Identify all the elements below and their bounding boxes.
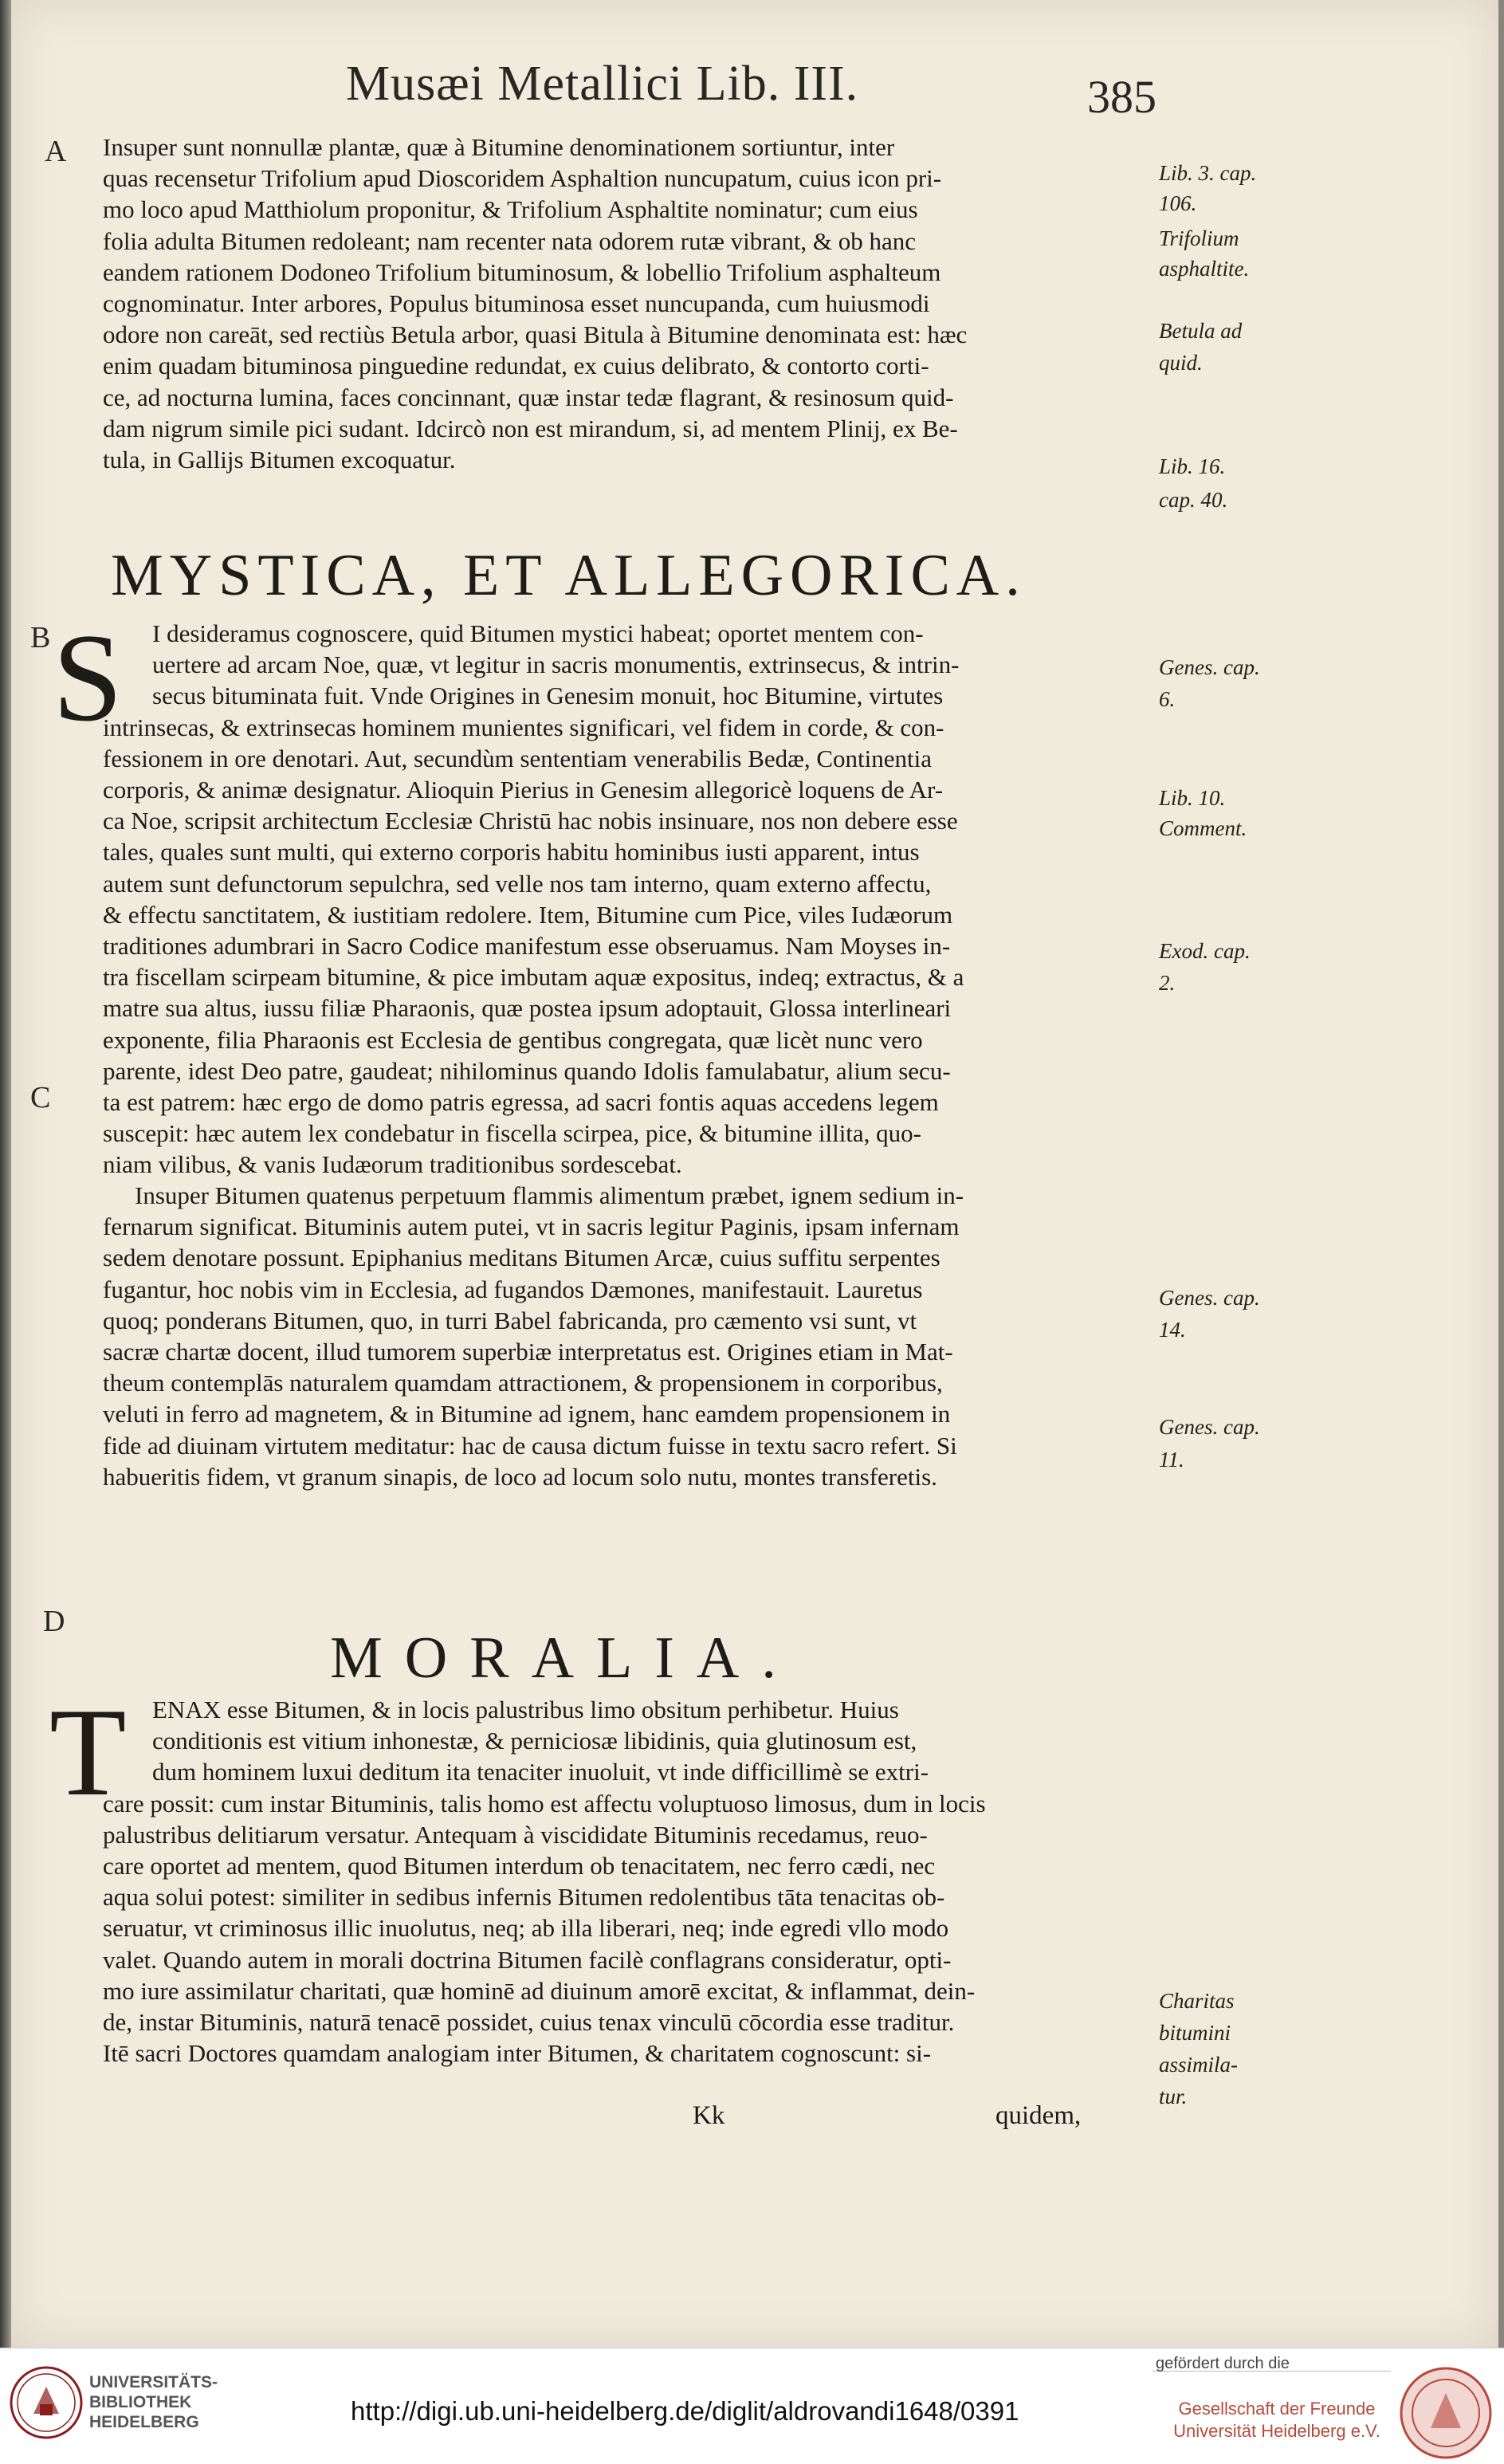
text-line: dam nigrum simile pici sudant. Idcircò non est mirandum, si, ad mentem Plinij, ex Be- [103, 414, 958, 442]
margin-note: Charitas [1159, 1989, 1235, 2013]
text-line: Insuper Bitumen quatenus perpetuum flammis alimentum præbet, ignem sedium in- [135, 1181, 964, 1209]
book-page [11, 0, 1498, 2348]
section-letter-d: D [43, 1605, 65, 1638]
university-name [89, 2372, 218, 2432]
text-line: secus bituminata fuit. Vnde Origines in Genesim monuit, hoc Bitumine, virtutes [152, 682, 944, 710]
margin-note: Trifolium [1159, 226, 1239, 250]
heading-moralia: MORALIA. [330, 1625, 799, 1691]
margin-note: 14. [1159, 1318, 1186, 1342]
text-line: sedem denotare possunt. Epiphanius meditans Bitumen Arcæ, cuius suffitu serpentes [103, 1244, 940, 1272]
margin-note: 11. [1159, 1448, 1184, 1472]
margin-note: tur. [1159, 2085, 1188, 2108]
university-seal-icon [10, 2366, 83, 2439]
drop-cap-s: S [53, 608, 123, 748]
text-line: I desideramus cognoscere, quid Bitumen mystici habeat; oportet mentem con- [152, 619, 924, 647]
heading-mystica: MYSTICA, ET ALLEGORICA. [111, 543, 1027, 608]
text-line: autem sunt defunctorum sepulchra, sed velle nos tam interno, quam externo affectu, [103, 869, 932, 898]
paragraph-moralia [103, 1694, 1139, 2069]
paragraph-insuper [103, 1180, 1139, 1492]
text-line: fernarum significat. Bituminis autem putei, vt in sacris legitur Paginis, ipsam infernam [103, 1212, 960, 1241]
text-line: care possit: cum instar Bituminis, talis homo est affectu voluptuoso limosus, dum in locis [103, 1789, 986, 1818]
text-line: aqua solui potest: similiter in sedibus infernis Bitumen redolentibus tāta tenacitas ob- [103, 1883, 945, 1912]
text-line: corporis, & animæ designatur. Alioquin Pierius in Genesim allegoricè loquens de Ar- [103, 776, 944, 804]
text-line: Insuper sunt nonnullæ plantæ, quæ à Bitumine denominationem sortiuntur, inter [103, 133, 895, 161]
page-header [346, 56, 1175, 123]
text-line: theum contemplās naturalem quamdam attractionem, & propensionem in corporibus, [103, 1369, 943, 1397]
drop-cap-t: T [49, 1683, 127, 1822]
text-line: fessionem in ore denotari. Aut, secundùm sententiam venerabilis Bedæ, Continentia [103, 744, 932, 772]
margin-note: 106. [1159, 191, 1197, 215]
text-line: mo loco apud Matthiolum proponitur, & Trifolium Asphaltite nominatur; cum eius [103, 195, 918, 224]
margin-note: assimila- [1159, 2053, 1239, 2077]
text-line: exponente, filia Pharaonis est Ecclesia de gentibus congregata, quæ licèt nunc vero [103, 1025, 923, 1054]
text-line: palustribus delitiarum versatur. Antequam à viscididate Bituminis recedamus, reuo- [103, 1820, 928, 1849]
text-line: ce, ad nocturna lumina, faces concinnant, quæ instar tedæ flagrant, & resinosum quid- [103, 383, 954, 411]
university-name-line: UNIVERSITÄTS- [89, 2373, 218, 2391]
text-line: cognominatur. Inter arbores, Populus bituminosa esset nuncupanda, cum huiusmodi [103, 289, 930, 318]
margin-note: Comment. [1159, 816, 1247, 840]
text-line: sacræ chartæ docent, illud tumorem superbiæ interpretatus est. Origines etiam in Mat- [103, 1338, 953, 1366]
margin-note: cap. 40. [1159, 488, 1228, 512]
text-line: tales, quales sunt multi, qui externo corporis habitu hominibus iusti apparent, intus [103, 838, 920, 867]
section-letter-c: C [30, 1081, 51, 1114]
university-name-line: BIBLIOTHEK [89, 2393, 192, 2411]
text-line: habueritis fidem, vt granum sinapis, de loco ad locum solo nutu, montes transferetis. [103, 1462, 937, 1491]
text-line: ta est patrem: hæc ergo de domo patris egressa, ad sacri fontis aquas accedens legem [103, 1088, 939, 1117]
text-line: veluti in ferro ad magnetem, & in Bitumine ad ignem, hanc eamdem propensionem in [103, 1400, 951, 1428]
margin-note: quid. [1159, 351, 1203, 375]
text-line: folia adulta Bitumen redoleant; nam recenter nata odorem rutæ vibrant, & ob hanc [103, 226, 917, 255]
text-line: seruatur, vt criminosus illic inuolutus, neq; ab illa liberari, neq; inde egredi vllo modo [103, 1914, 949, 1943]
text-line: fugantur, hoc nobis vim in Ecclesia, ad fugandos Dæmones, manifestauit. Lauretus [103, 1275, 923, 1303]
text-line: dum hominem luxui deditum ita tenaciter inuoluit, vt inde difficillimè se extri- [152, 1758, 929, 1786]
margin-note: Lib. 3. cap. [1159, 161, 1257, 185]
margin-note: Exod. cap. [1159, 939, 1251, 963]
margin-note: Genes. cap. [1159, 1415, 1260, 1439]
section-letter-b: B [30, 621, 51, 654]
page-edge-shadow [0, 0, 11, 2348]
sponsor-label: gefördert durch die [1156, 2355, 1290, 2372]
text-line: uertere ad arcam Noe, quæ, vt legitur in sacris monumentis, extrinsecus, & intrin- [152, 650, 960, 679]
running-title: Musæi Metallici Lib. III. [346, 57, 859, 111]
margin-note: Betula ad [1159, 319, 1243, 343]
margin-note: Lib. 10. [1159, 786, 1226, 810]
catchwords-line [99, 2101, 1159, 2141]
text-line: enim quadam bituminosa pinguedine redundat, ex cuius delibrato, & contorto corti- [103, 352, 929, 380]
text-line: traditiones adumbrari in Sacro Codice manifestum esse obseruamus. Nam Moyses in- [103, 932, 951, 961]
text-line: eandem rationem Dodoneo Trifolium bituminosum, & lobellio Trifolium asphalteum [103, 257, 941, 286]
page-number: 385 [1087, 71, 1156, 123]
text-line: odore non careāt, sed rectiùs Betula arbor, quasi Bitula à Bitumine denominata est: hæc [103, 320, 968, 349]
text-line: quoq; ponderans Bitumen, quo, in turri Babel fabricanda, pro cæmento vsi sunt, vt [103, 1306, 917, 1334]
text-line: ca Noe, scripsit architectum Ecclesiæ Christū hac nobis insinuare, nos non debere esse [103, 807, 958, 835]
paragraph-mystica [103, 618, 1139, 1181]
margin-note: asphaltite. [1159, 257, 1250, 281]
catchword: quidem, [995, 2101, 1082, 2130]
margin-note: Genes. cap. [1159, 655, 1260, 679]
university-name-line: HEIDELBERG [89, 2413, 199, 2431]
margin-note: Lib. 16. [1159, 454, 1226, 478]
permalink-url[interactable]: http://digi.ub.uni-heidelberg.de/diglit/aldrovandi1648/0391 [351, 2396, 1019, 2426]
paragraph-plants [103, 132, 1139, 475]
text-line: niam vilibus, & vanis Iudæorum traditionibus sordescebat. [103, 1150, 682, 1179]
viewer-footer [0, 2348, 1504, 2464]
text-line: conditionis est vitium inhonestæ, & perniciosæ libidinis, quia glutinosum est, [152, 1727, 917, 1755]
text-line: tra fiscellam scirpeam bitumine, & pice imbutam aquæ expositus, indeq; extractus, & a [103, 963, 964, 992]
margin-note: 2. [1159, 971, 1176, 995]
signature-mark: Kk [693, 2101, 725, 2130]
society-seal-icon [1399, 2366, 1493, 2460]
text-line: matre sua altus, iussu filiæ Pharaonis, quæ postea ipsum adoptauit, Glossa interlineari [103, 994, 952, 1023]
text-line: care oportet ad mentem, quod Bitumen interdum ob tenacitatem, nec ferro cædi, nec [103, 1852, 936, 1880]
text-line: & effectu sanctitatem, & iustitiam redolere. Item, Bitumine cum Pice, viles Iudæorum [103, 900, 953, 929]
text-line: fide ad diuinam virtutem meditatur: hac de causa dictum fuisse in textu sacro refert. Si [103, 1431, 957, 1460]
text-line: de, instar Bituminis, naturā tenacē possidet, cuius tenax vinculū cōcordia esse traditur. [103, 2008, 955, 2037]
text-line: tula, in Gallijs Bitumen excoquatur. [103, 446, 456, 474]
text-line: Itē sacri Doctores quamdam analogiam inter Bitumen, & charitatem cognoscunt: si- [103, 2039, 932, 2068]
society-name-line: Gesellschaft der Freunde [1178, 2399, 1376, 2419]
text-line: intrinsecas, & extrinsecas hominem munientes significari, vel fidem in corde, & con- [103, 713, 944, 741]
margin-note: Genes. cap. [1159, 1286, 1260, 1310]
text-line: mo iure assimilatur charitati, quæ hominē ad diuinum amorē excitat, & inflammat, dein- [103, 1976, 976, 2005]
text-line: quas recensetur Trifolium apud Dioscoridem Asphaltion nuncupatum, cuius icon pri- [103, 164, 942, 193]
text-line: suscepit: hæc autem lex condebatur in fiscella scirpea, pice, & bitumine illita, quo- [103, 1119, 921, 1148]
text-line: valet. Quando autem in morali doctrina Bitumen facilè conflagrans consideratur, opti- [103, 1945, 952, 1974]
society-name [1165, 2398, 1388, 2442]
margin-note: bitumini [1159, 2021, 1231, 2045]
text-line: parente, idest Deo patre, gaudeat; nihilominus quando Idolis famulabatur, alium secu- [103, 1056, 951, 1085]
section-letter-a: A [45, 135, 67, 168]
margin-note: 6. [1159, 687, 1176, 711]
text-line: ENAX esse Bitumen, & in locis palustribus limo obsitum perhibetur. Huius [152, 1696, 899, 1723]
society-name-line: Universität Heidelberg e.V. [1173, 2421, 1380, 2441]
